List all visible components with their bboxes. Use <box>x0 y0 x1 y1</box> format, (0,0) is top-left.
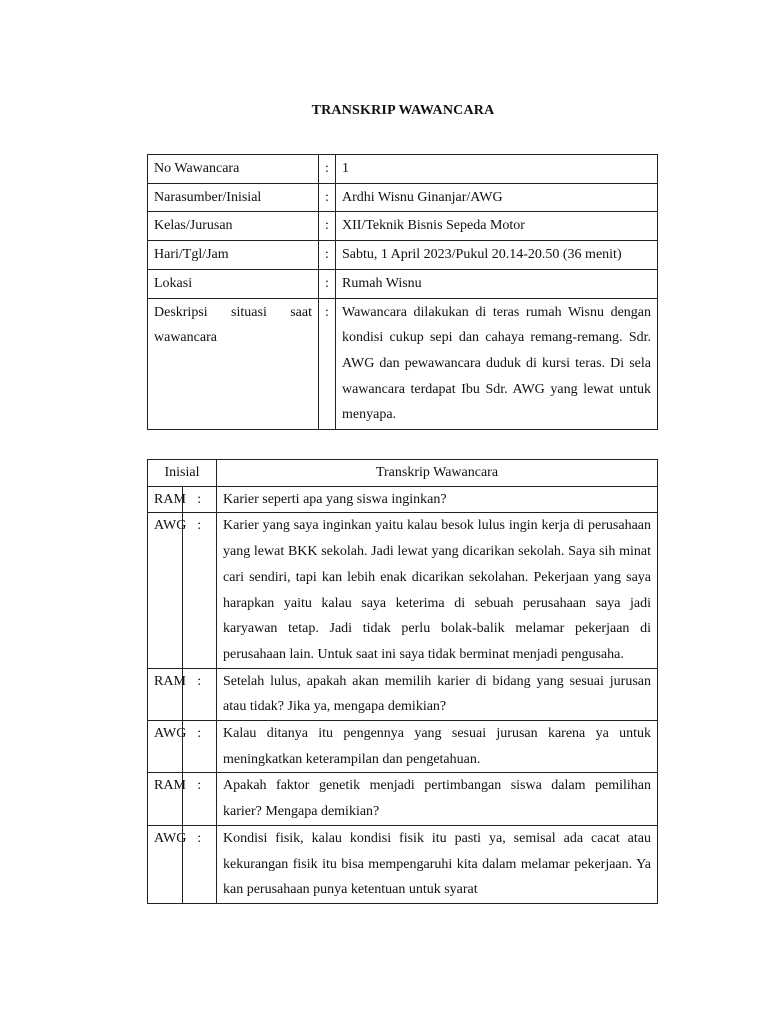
transcript-text: Apakah faktor genetik menjadi pertimbangan siswa dalam pemilihan karier? Mengapa demikian? <box>217 773 658 825</box>
speaker-separator: : <box>182 721 217 773</box>
transcript-text: Karier seperti apa yang siswa inginkan? <box>217 486 658 513</box>
info-row <box>148 269 658 298</box>
info-separator: : <box>319 155 336 184</box>
info-value: Sabtu, 1 April 2023/Pukul 20.14-20.50 (36 menit) <box>336 241 658 270</box>
speaker-initial: AWG <box>148 513 183 668</box>
speaker-separator: : <box>182 486 217 513</box>
speaker-initial: AWG <box>148 721 183 773</box>
info-separator: : <box>319 298 336 430</box>
transcript-text: Karier yang saya inginkan yaitu kalau besok lulus ingin kerja di perusahaan yang lewat BKK sekolah. Jadi lewat yang dicarikan sekolah. Saya sih minat cari sendiri, tapi kan lebih enak dicarikan sekolahan. Pekerjaan yang saya harapkan yaitu kalau saya keterima di sebuah perusahaan saya jadi karyawan tetap. Jadi tidak perlu bolak-balik melamar pekerjaan di perusahaan lain. Untuk saat ini saya tidak berminat menjadi pengusaha. <box>217 513 658 668</box>
transcript-text: Setelah lulus, apakah akan memilih karier di bidang yang sesuai jurusan atau tidak? Jika ya, mengapa demikian? <box>217 668 658 720</box>
info-value: Ardhi Wisnu Ginanjar/AWG <box>336 183 658 212</box>
speaker-separator: : <box>182 513 217 668</box>
transcript-row <box>148 773 658 825</box>
info-separator: : <box>319 183 336 212</box>
transcript-row <box>148 486 658 513</box>
transcript-row <box>148 825 658 903</box>
interview-info-table <box>147 154 658 430</box>
transcript-header-row <box>148 460 658 487</box>
info-value: 1 <box>336 155 658 184</box>
transcript-row <box>148 721 658 773</box>
speaker-initial: AWG <box>148 825 183 903</box>
info-label: Lokasi <box>148 269 319 298</box>
info-label: Narasumber/Inisial <box>148 183 319 212</box>
speaker-initial: RAM <box>148 486 183 513</box>
transcript-row <box>148 668 658 720</box>
transcript-row <box>148 513 658 668</box>
transcript-text: Kondisi fisik, kalau kondisi fisik itu pasti ya, semisal ada cacat atau kekurangan fisik itu bisa mempengaruhi kita dalam melamar pekerjaan. Ya kan perusahaan punya ketentuan untuk syarat <box>217 825 658 903</box>
transcript-text: Kalau ditanya itu pengennya yang sesuai jurusan karena ya untuk meningkatkan keterampilan dan pengetahuan. <box>217 721 658 773</box>
info-separator: : <box>319 241 336 270</box>
info-value: Wawancara dilakukan di teras rumah Wisnu dengan kondisi cukup sepi dan cahaya remang-remang. Sdr. AWG dan pewawancara duduk di kursi teras. Di sela wawancara terdapat Ibu Sdr. AWG yang lewat untuk menyapa. <box>336 298 658 430</box>
header-transcript: Transkrip Wawancara <box>217 460 658 487</box>
info-value: XII/Teknik Bisnis Sepeda Motor <box>336 212 658 241</box>
info-row <box>148 241 658 270</box>
info-separator: : <box>319 269 336 298</box>
info-row <box>148 155 658 184</box>
transcript-page-clip <box>147 459 667 910</box>
header-initial: Inisial <box>148 460 217 487</box>
info-label: Hari/Tgl/Jam <box>148 241 319 270</box>
speaker-separator: : <box>182 825 217 903</box>
info-row <box>148 212 658 241</box>
transcript-table <box>147 459 658 904</box>
speaker-initial: RAM <box>148 668 183 720</box>
info-separator: : <box>319 212 336 241</box>
speaker-separator: : <box>182 773 217 825</box>
info-label: Deskripsi situasi saat wawancara <box>148 298 319 430</box>
info-label: Kelas/Jurusan <box>148 212 319 241</box>
speaker-separator: : <box>182 668 217 720</box>
document-title: TRANSKRIP WAWANCARA <box>311 103 495 118</box>
info-row <box>148 298 658 430</box>
info-value: Rumah Wisnu <box>336 269 658 298</box>
speaker-initial: RAM <box>148 773 183 825</box>
info-label: No Wawancara <box>148 155 319 184</box>
info-row <box>148 183 658 212</box>
